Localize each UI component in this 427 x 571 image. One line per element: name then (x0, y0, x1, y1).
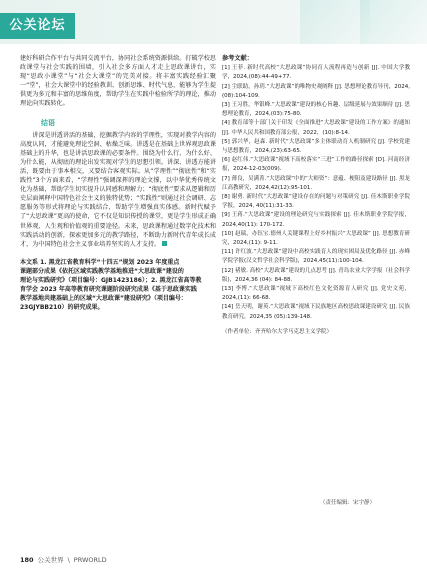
header-decoration (360, 0, 427, 44)
reference-item: [10] 赵瑞，办钰宝.德州人关键课程上好乡村振兴“大思政课” [J]. 思想教育研究，2024,(11): 9-11. (222, 230, 410, 247)
reference-item: [14] 岳天明，谢英.“大思政课”视域下民族地区高校思政课建设研究 [J]. 民族教育研究，2024,35 (05):139-148. (222, 304, 410, 320)
reference-item: [4] 教育部等十部门关于印发《全面推进“大思政课”建设的工作方案》的通知 [J]. 中华人民共和国教育部公报，2022，(10):8-14. (222, 120, 410, 136)
funding-line: 育学会 2023 年高等教育研究课题阶段研究成果《基于思政课实践 (20, 285, 197, 293)
magazine-name: 公关世界 (37, 556, 64, 564)
section-heading: 结语 (41, 118, 55, 127)
reference-item: [6] 赵红伟.“大思政课”视域下高校落实“三进”工作的路径探索 [D]. 河南经济报，2024-12-03(009). (222, 157, 410, 173)
body-paragraph: 建好科研合作平台与共同交流平台，协同社会系统资源供给。打破学校思政课堂与社会实践的围墙，引入社会多方面人才走上思政课讲台，实现“思政小课堂”与“社会大课堂”的完美对接。将丰富实践经验汇聚一“堂”，社会大课堂中的经验教训、创新思维、时代气息，能够为学生提供更为多元和丰富的思维角度，帮助学生在实践中检验所学的理论，推动理论向实践转化。 (20, 55, 216, 108)
body-left-column (20, 54, 216, 312)
references-title: 参考文献： (222, 55, 253, 62)
funding-line: 23GJYBB210）的研究成果。 (20, 303, 104, 311)
page-number: 180 (20, 555, 34, 564)
reference-item: [1] 王菲. 新时代高校“大思政课”协同育人流程再造与创新 [J]. 中国大学教学，2024,(08):44-49+77. (222, 65, 410, 81)
magazine-name-en: PRWORLD (73, 555, 107, 564)
author-affiliation: （作者单位：齐齐哈尔大学马克思主义学院） (222, 328, 333, 335)
reference-item: [2] 尘联助，孙玥.“大思政课”的唯物史观阐释 [J]. 思想理论教育导刊，2024,(08):104-109. (222, 83, 410, 99)
reference-item: [3] 王习胜，华银峰.“大思政课”建设的核心旨趣、层级延展与效果顺待 [J]. 思想理论教育，2024,(03):75-80. (222, 102, 410, 118)
section-label: 公关论坛 (0, 13, 75, 39)
funding-line: 课题部分成果《依托区域实践教学基地推进“大思政课”建设的 (20, 267, 184, 275)
end-mark-icon (162, 241, 167, 246)
divider: \ (67, 555, 70, 564)
funding-note (20, 258, 216, 312)
references-column (222, 54, 410, 337)
editor-credit: （责任编辑：宋宇静） (320, 500, 376, 506)
body-paragraph (20, 131, 216, 249)
page-footer (20, 555, 107, 564)
reference-item: [9] 王蒋.“大思政课”建设的理论研究与实践探索 [J]. 佳木斯职业学院学报，2024,40(11): 170-172. (222, 212, 410, 228)
reference-item: [11] 许红波.“大思政课”建设中高校实践育人的现实困局及优化路径 [J]. 赤峰学院学报(汉文哲学社会科学版)，2024,45(11):100-104. (222, 249, 410, 265)
references-list (222, 64, 410, 322)
reference-item: [5] 郭兴华，赵森. 新时代“大思政课”多主体联动育人机制研究 [J]. 学校党建与思想教育，2024,(23):63-65. (222, 138, 410, 155)
funding-line: 本文系 1. 黑龙江省教育科学“十四五”规划 2023 年度重点 (20, 258, 180, 266)
reference-item: [12] 褚敏. 高校“大思政课”建设的几点思考 [J]. 青岛农业大学学报（社会科学版)，2024,36 (04): 84-88. (222, 267, 410, 283)
paragraph-text: 讲深是讲透讲活的基础，挖掘教学内容的学理性，实现对教学内容的高度认同，才能避免理论空洞、枯燥乏味。讲透是在基础上世界观思政课基础上的升华，也是讲活思政课的必要条件。围绕为什么行、为什么好、为什么能，从彻底的理论出发实现对学生的思想引领。讲深、讲透方能讲活，既要由于事本相交，又要结合客观实际。从“学理性”“彻底性”和“实践性”3个方面来看，“学理性”强调深挥的理论文撑，以中华优秀传统文化为基础，帮助学生切实提升认同感和理解力；“彻底性”要求从逻辑和历史层面阐释中国特色社会主义的独特优势；“实践性”则通过社会调研、志愿服务等形式将理论与实践结合，帮助学生增强真实体感。新时代赋予了“大思政课”更高的使命，它不仅是知识传授的课堂，更是学生形成正确世界观、人生观和价值观的重要途径。未来，思政课程通过数字化技术和实践活动的创新，探索更加多元的教学路径，不断助力新时代青年成长成才，为中国特色社会主义事业培养坚实的人才支持。 (20, 131, 216, 248)
funding-line: 理论与实践研究》（项目编号：GJB1423186）；2. 黑龙江省高等教 (20, 276, 202, 284)
reference-item: [13] 李博.“大思政课”视域下高校红色文化资源育人研究 [J]. 党史文苑，2024,(11): 66-68. (222, 286, 410, 302)
funding-line: 教学基地共建基础上的区域“大思政课”建设研究》（项目编号： (20, 294, 187, 302)
reference-item: [7] 薄良，吴满菁.“大思政课”中的“大师资”：意蕴、梗阻及建设路径 [J]. 黑龙江高教研究，2024,42(12):95-101. (222, 175, 410, 191)
reference-item: [8] 谢勇. 新时代“大思政课”建设存在的问题与对策研究 [J]. 佳木斯职业学院学报，2024, 40(11):31-33. (222, 194, 410, 210)
